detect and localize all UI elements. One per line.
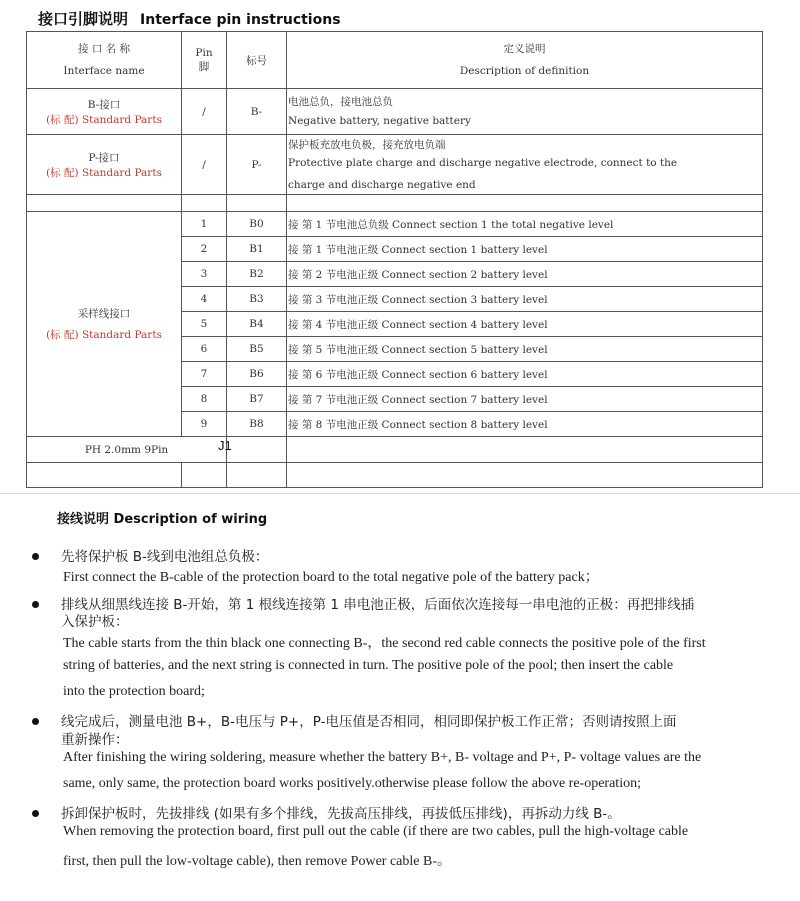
wiring-item-zh: 入保护板： <box>61 614 129 630</box>
bullet-icon <box>32 601 39 608</box>
pin-label: B7 <box>227 387 287 412</box>
table-row-p-minus <box>27 135 763 195</box>
header-def-zh: 定义说明 <box>503 43 546 55</box>
table-spacer-row <box>27 195 763 212</box>
pin-description: 接 第 8 节电池正级 Connect section 8 battery level <box>287 412 763 437</box>
pin-number: 5 <box>182 312 227 337</box>
wiring-title: 接线说明 Description of wiring <box>57 512 268 527</box>
bullet-icon <box>32 810 39 817</box>
wiring-item-en: The cable starts from the thin black one connecting B-，the second red cable connects the positive pole of the first <box>63 636 706 651</box>
b-minus-label: B- <box>227 89 287 135</box>
header-definition <box>287 32 763 89</box>
wiring-item-en: first, then pull the low-voltage cable), then remove Power cable B-。 <box>63 854 451 869</box>
page-title <box>38 8 341 29</box>
b-minus-name-cell <box>27 89 182 135</box>
header-interface-zh: 接 口 名 称 <box>77 43 130 55</box>
pin-number: 1 <box>182 212 227 237</box>
pin-table <box>26 31 763 488</box>
pin-description: 接 第 1 节电池总负级 Connect section 1 the total negative level <box>287 212 763 237</box>
section-divider <box>0 493 800 494</box>
sampling-name: 采样线接口 <box>77 308 131 320</box>
b-minus-name: B-接口 <box>87 98 121 111</box>
wiring-item-zh: 线完成后，测量电池 B+，B-电压与 P+，P-电压值是否相同，相同即保护板工作正常；否则请按照上面 <box>61 714 677 730</box>
pin-label: B2 <box>227 262 287 287</box>
b-minus-desc-zh: 电池总负，接电池总负 <box>288 95 393 108</box>
wiring-item-en: After finishing the wiring soldering, measure whether the battery B+, B- voltage and P+, P- voltage values are the <box>63 750 702 765</box>
header-pin-zh: 脚 <box>198 60 210 73</box>
p-minus-pin: / <box>182 135 227 195</box>
wiring-item-en: string of batteries, and the next string is connected in turn. The positive pole of the pool; then insert the cable <box>63 658 674 673</box>
table-row-connector <box>27 437 763 463</box>
pin-label: B4 <box>227 312 287 337</box>
wiring-item-en: into the protection board; <box>63 684 205 699</box>
pin-label: B0 <box>227 212 287 237</box>
table-row-empty <box>27 463 763 488</box>
b-minus-pin: / <box>182 89 227 135</box>
p-minus-name: P-接口 <box>88 151 120 164</box>
header-def-en: Description of definition <box>459 65 590 77</box>
p-minus-desc-en2: charge and discharge negative end <box>288 178 476 191</box>
pin-number: 9 <box>182 412 227 437</box>
p-minus-desc <box>287 135 763 195</box>
wiring-item-zh: 先将保护板 B-线到电池组总负极： <box>61 549 269 565</box>
sampling-standard: (标 配) Standard Parts <box>46 329 162 341</box>
pin-number: 7 <box>182 362 227 387</box>
wiring-item-en: First connect the B-cable of the protection board to the total negative pole of the battery pack； <box>63 570 599 585</box>
sampling-name-cell <box>27 212 182 437</box>
p-minus-desc-zh: 保护板充放电负极，接充放电负端 <box>288 138 446 151</box>
pin-description: 接 第 2 节电池正级 Connect section 2 battery level <box>287 262 763 287</box>
b-minus-standard: (标 配) Standard Parts <box>46 113 162 126</box>
pin-description: 接 第 3 节电池正级 Connect section 3 battery level <box>287 287 763 312</box>
header-interface-en: Interface name <box>63 65 145 77</box>
pin-label: B1 <box>227 237 287 262</box>
wiring-item-zh: 拆卸保护板时，先拔排线 (如果有多个排线，先拔高压排线，再拔低压排线)，再拆动力线 B-。 <box>61 806 621 822</box>
connector-label-cell <box>218 437 287 463</box>
p-minus-label: P- <box>227 135 287 195</box>
title-zh: 接口引脚说明 <box>38 10 129 28</box>
table-header-row <box>27 32 763 89</box>
pin-description: 接 第 1 节电池正级 Connect section 1 battery level <box>287 237 763 262</box>
header-pin-en: Pin <box>195 46 213 59</box>
connector-name: PH 2.0mm 9Pin <box>27 437 227 463</box>
pin-label: B8 <box>227 412 287 437</box>
wiring-item-zh: 排线从细黑线连接 B-开始，第 1 根线连接第 1 串电池正极，后面依次连接每一串电池的正极：再把排线插 <box>61 597 695 613</box>
bullet-icon <box>32 718 39 725</box>
pin-description: 接 第 5 节电池正级 Connect section 5 battery level <box>287 337 763 362</box>
pin-label: B6 <box>227 362 287 387</box>
header-interface <box>27 32 182 89</box>
table-row-pin-1 <box>27 212 763 237</box>
pin-number: 3 <box>182 262 227 287</box>
wiring-item-en: When removing the protection board, first pull out the cable (if there are two cables, pull the high-voltage cable <box>63 824 689 839</box>
pin-number: 2 <box>182 237 227 262</box>
pin-number: 8 <box>182 387 227 412</box>
p-minus-name-cell <box>27 135 182 195</box>
header-label: 标号 <box>227 32 287 89</box>
pin-label: B3 <box>227 287 287 312</box>
table-row-b-minus <box>27 89 763 135</box>
connector-label: J1 <box>218 438 232 453</box>
wiring-item-en: same, only same, the protection board works positively.otherwise please follow the above re-operation; <box>63 776 641 791</box>
p-minus-standard: (标 配) Standard Parts <box>46 166 162 179</box>
b-minus-desc-en: Negative battery, negative battery <box>288 114 471 127</box>
pin-description: 接 第 7 节电池正级 Connect section 7 battery level <box>287 387 763 412</box>
b-minus-desc <box>287 89 763 135</box>
header-pin <box>182 32 227 89</box>
pin-label: B5 <box>227 337 287 362</box>
p-minus-desc-en1: Protective plate charge and discharge negative electrode, connect to the <box>288 156 678 169</box>
pin-description: 接 第 4 节电池正级 Connect section 4 battery level <box>287 312 763 337</box>
title-en: Interface pin instructions <box>140 12 341 28</box>
pin-number: 6 <box>182 337 227 362</box>
wiring-item-zh: 重新操作： <box>61 732 129 748</box>
bullet-icon <box>32 553 39 560</box>
pin-description: 接 第 6 节电池正级 Connect section 6 battery level <box>287 362 763 387</box>
pin-number: 4 <box>182 287 227 312</box>
